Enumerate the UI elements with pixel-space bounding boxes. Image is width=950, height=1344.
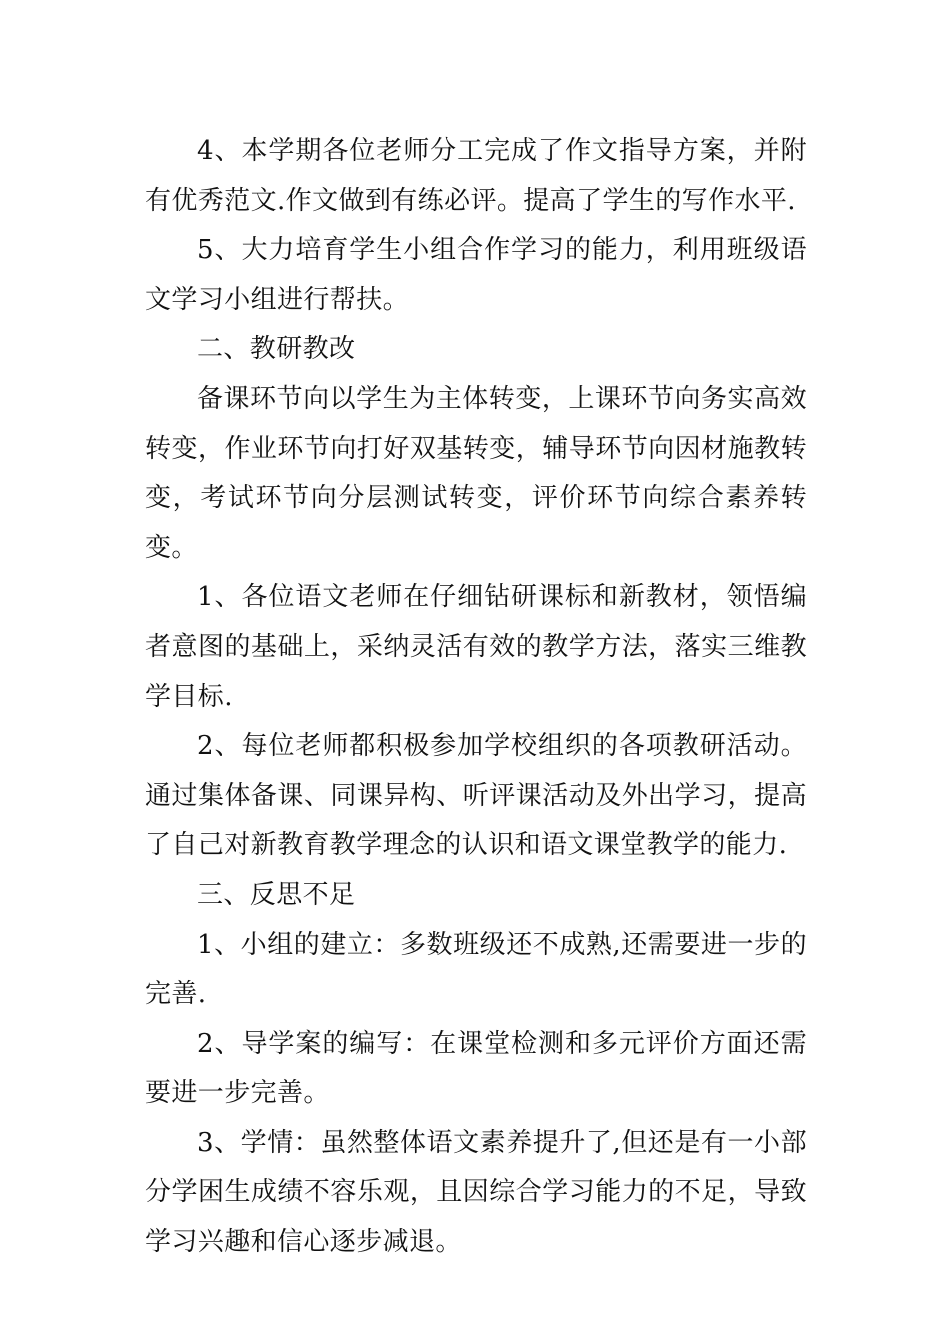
section-heading-reflection: 三、反思不足 — [197, 879, 356, 910]
document-body — [145, 127, 807, 1268]
paragraph-item-5: 5、大力培育学生小组合作学习的能力，利用班级语文学习小组进行帮扶。 — [145, 235, 807, 315]
paragraph-reflection-3: 3、学情：虽然整体语文素养提升了,但还是有一小部分学困生成绩不容乐观，且因综合学习能力的不足，导致学习兴趣和信心逐步减退。 — [145, 1127, 807, 1258]
paragraph-reflection-2: 2、导学案的编写：在课堂检测和多元评价方面还需要进一步完善。 — [145, 1028, 807, 1109]
paragraph-research-2: 2、每位老师都积极参加学校组织的各项教研活动。通过集体备课、同课异构、听评课活动及外出学习，提高了自己对新教育教学理念的认识和语文课堂教学的能力. — [145, 731, 807, 861]
paragraph-reflection-1: 1、小组的建立：多数班级还不成熟,还需要进一步的完善. — [145, 929, 807, 1010]
section-heading-research: 二、教研教改 — [197, 334, 356, 365]
paragraph-research-1: 1、各位语文老师在仔细钻研课标和新教材，领悟编者意图的基础上，采纳灵活有效的教学方法，落实三维教学目标. — [145, 582, 807, 712]
paragraph-research-intro: 备课环节向以学生为主体转变，上课环节向务实高效转变，作业环节向打好双基转变，辅导环节向因材施教转变，考试环节向分层测试转变，评价环节向综合素养转变。 — [145, 383, 807, 563]
paragraph-item-4: 4、本学期各位老师分工完成了作文指导方案，并附有优秀范文.作文做到有练必评。提高了学生的写作水平. — [145, 136, 807, 216]
